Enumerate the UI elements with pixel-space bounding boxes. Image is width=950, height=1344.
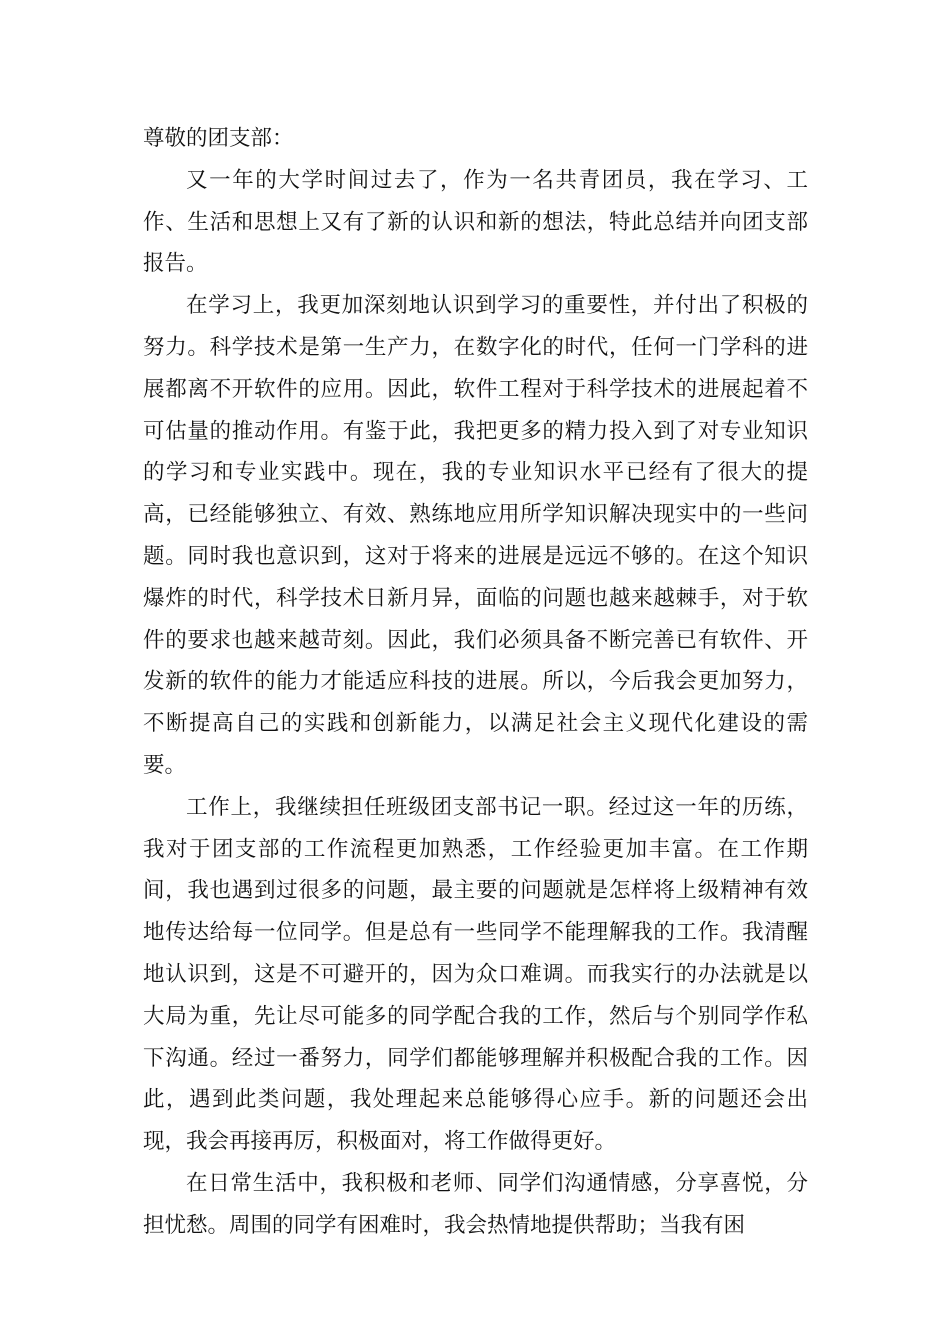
- paragraph-study: 在学习上，我更加深刻地认识到学习的重要性，并付出了积极的努力。科学技术是第一生产力，在数字化的时代，任何一门学科的进展都离不开软件的应用。因此，软件工程对于科学技术的进展起着不可估量的推动作用。有鉴于此，我把更多的精力投入到了对专业知识的学习和专业实践中。现在，我的专业知识水平已经有了很大的提高，已经能够独立、有效、熟练地应用所学知识解决现实中的一些问题。同时我也意识到，这对于将来的进展是远远不够的。在这个知识爆炸的时代，科学技术日新月异，面临的问题也越来越棘手，对于软件的要求也越来越苛刻。因此，我们必须具备不断完善已有软件、开发新的软件的能力才能适应科技的进展。所以，今后我会更加努力，不断提高自己的实践和创新能力，以满足社会主义现代化建设的需要。: [143, 293, 808, 778]
- paragraph-work: 工作上，我继续担任班级团支部书记一职。经过这一年的历练，我对于团支部的工作流程更加熟悉，工作经验更加丰富。在工作期间，我也遇到过很多的问题，最主要的问题就是怎样将上级精神有效地传达给每一位同学。但是总有一些同学不能理解我的工作。我清醒地认识到，这是不可避开的，因为众口难调。而我实行的办法就是以大局为重，先让尽可能多的同学配合我的工作，然后与个别同学作私下沟通。经过一番努力，同学们都能够理解并积极配合我的工作。因此，遇到此类问题，我处理起来总能够得心应手。新的问题还会出现，我会再接再厉，积极面对，将工作做得更好。: [143, 794, 808, 1155]
- paragraph-intro: 又一年的大学时间过去了，作为一名共青团员，我在学习、工作、生活和思想上又有了新的认识和新的想法，特此总结并向团支部报告。: [143, 167, 808, 277]
- document-body: [143, 118, 808, 1247]
- paragraph-life: 在日常生活中，我积极和老师、同学们沟通情感，分享喜悦，分担忧愁。周围的同学有困难时，我会热情地提供帮助；当我有困: [143, 1170, 808, 1238]
- salutation: 尊敬的团支部：: [143, 126, 294, 151]
